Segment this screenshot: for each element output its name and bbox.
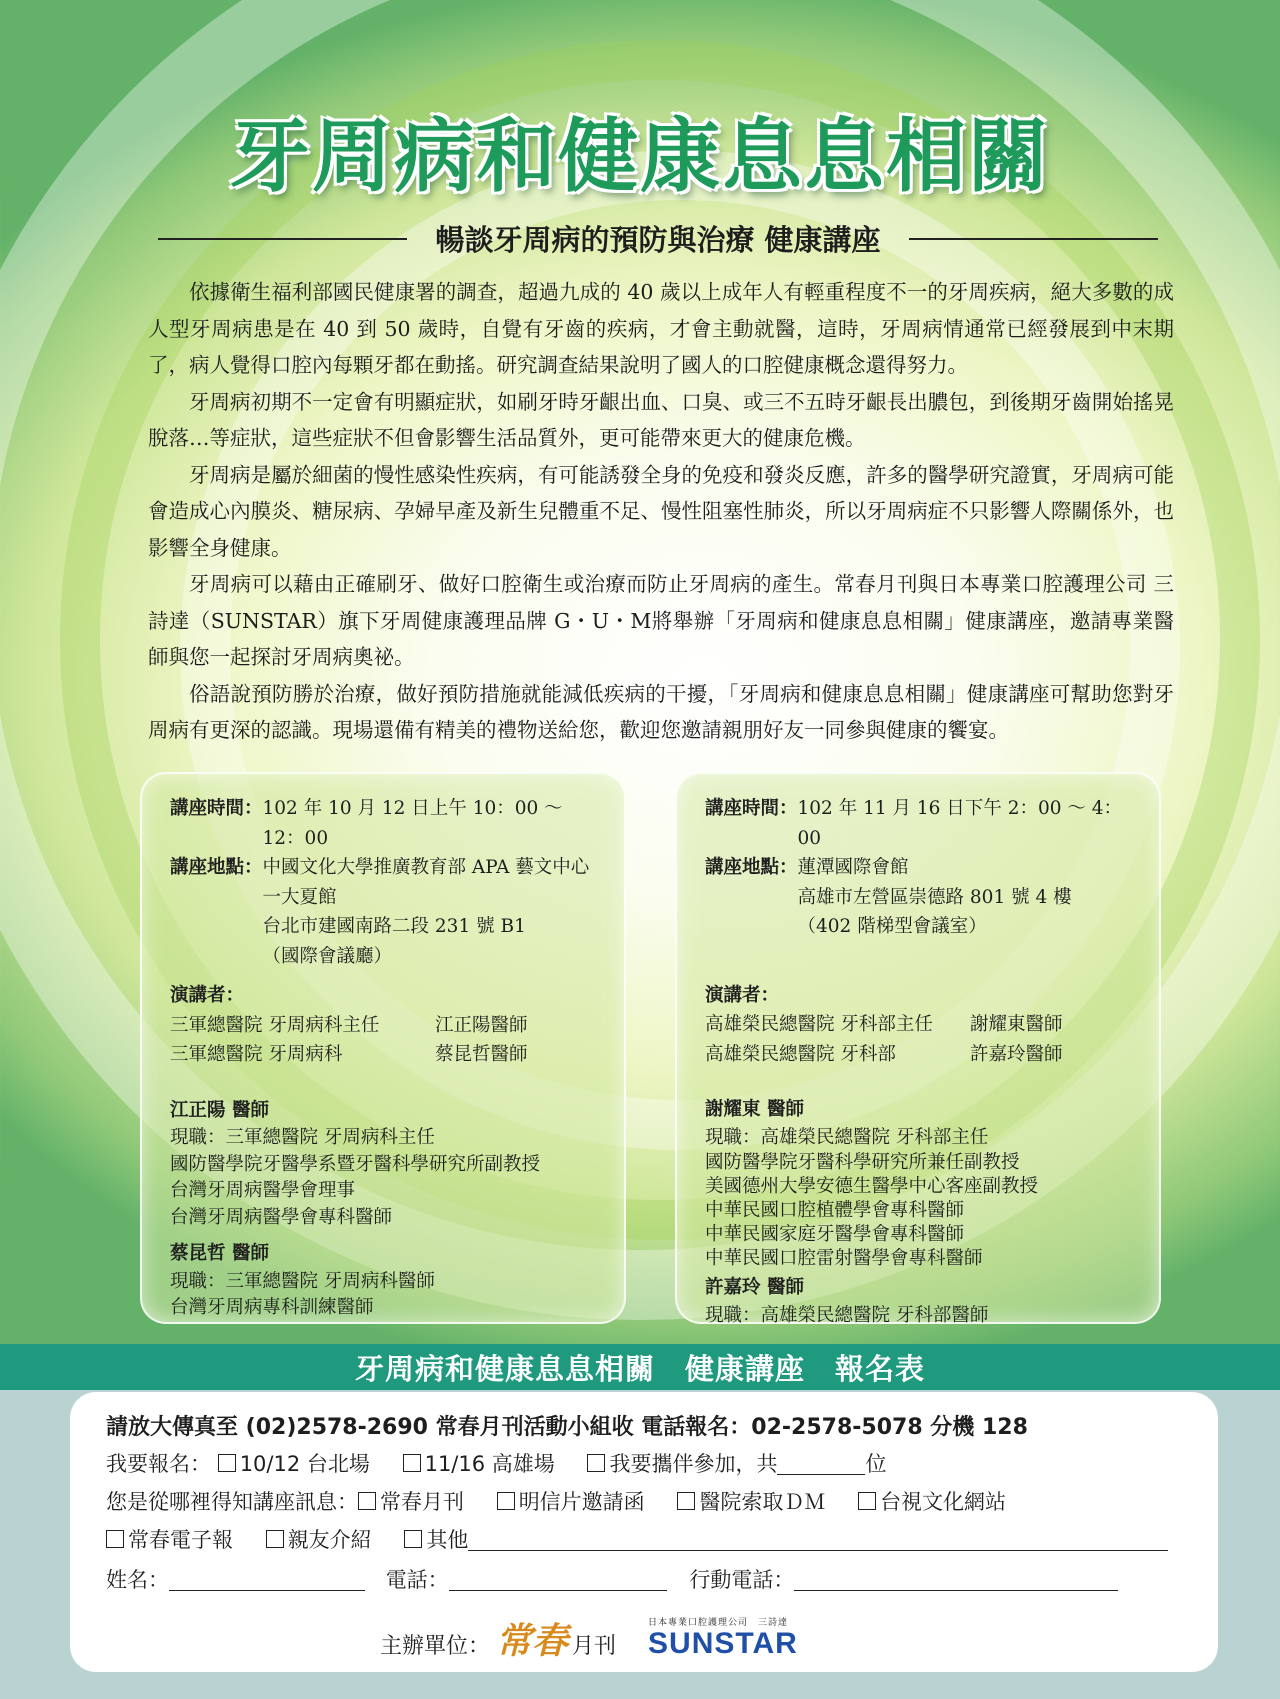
event-time-row [705,794,1137,853]
source-option-other[interactable] [404,1528,468,1552]
source-option[interactable] [497,1490,645,1514]
bio-line: 現職：三軍總醫院 牙周病科主任 [170,1127,435,1148]
bio-line: 現職：三軍總醫院 牙周病科醫師 [170,1270,435,1292]
source-option[interactable] [266,1528,372,1552]
event-venue-line: 台北市建國南路二段 231 號 B1 [262,916,526,937]
option-label: 10/12 台北場 [239,1452,370,1476]
checkbox[interactable] [404,1530,422,1548]
contact-row [106,1564,1118,1594]
option-label: 11/16 高雄場 [424,1452,555,1476]
event-venue-line: 高雄市左營區崇德路 801 號 4 樓 [797,886,1072,908]
sunstar-wordmark: SUNSTAR [648,1627,798,1660]
speaker-row [170,1040,602,1070]
event-card-kaohsiung [675,772,1161,1324]
bio-name: 許嘉玲 醫師 [705,1277,804,1298]
other-source-field[interactable] [468,1530,1168,1551]
article-paragraph: 牙周病初期不一定會有明顯症狀，如刷牙時牙齦出血、口臭、或三不五時牙齦長出膿包，到後期牙齒開始搖晃脫落…等症狀，這些症狀不但會影響生活品質外，更可能帶來更大的健康危機。 [148,389,1174,450]
article-body [148,274,1174,749]
mobile-label: 行動電話： [689,1568,795,1592]
sunstar-tagline: 日本專業口腔護理公司 三詩達 [648,1618,789,1628]
speaker-title: 高雄榮民總醫院 牙科部主任 [705,1014,933,1035]
option-label: 我要攜伴參加，共 [609,1452,778,1476]
article-paragraph: 俗語說預防勝於治療，做好預防措施就能減低疾病的干擾，「牙周病和健康息息相關」健康講座可幫助您對牙周病有更深的認識。現場還備有精美的禮物送給您，歡迎您邀請親朋好友一同參與健康的饗宴。 [148,681,1174,742]
divider [158,238,407,240]
bio-line: 國防醫學院牙醫學系暨牙醫科學研究所副教授 [170,1153,541,1175]
divider [909,238,1158,240]
speaker-row [705,1010,1137,1040]
speaker-title: 三軍總醫院 牙周病科 [170,1044,343,1065]
event-venue-row [705,853,1137,942]
event-time-label: 講座時間： [705,798,798,819]
bio-line: 國防醫學院牙醫科學研究所兼任副教授 [705,1152,1020,1173]
article-paragraph: 牙周病可以藉由正確刷牙、做好口腔衛生或治療而防止牙周病的產生。常春月刊與日本專業口腔護理公司 三詩達（SUNSTAR）旗下牙周健康護理品牌 G・U・M將舉辦「牙周病和健康息息相關」健康講座，邀請專業醫師與您一起探討牙周病奧祕。 [148,572,1174,669]
sunstar-logo [648,1615,798,1660]
page-subtitle: 暢談牙周病的預防與治療 健康講座 [435,223,881,257]
source-option[interactable] [858,1490,1006,1514]
checkbox[interactable] [106,1530,124,1548]
bio-line: 台灣牙周病專科訓練醫師 [170,1297,374,1318]
form-title-band [0,1344,1280,1390]
speaker-title: 三軍總醫院 牙周病科主任 [170,1014,380,1036]
name-field[interactable] [169,1570,365,1591]
speaker-row [170,1011,602,1041]
fax-instructions: 請放大傳真至 (02)2578-2690 常春月刊活動小組收 電話報名：02-2578-5078 分機 128 [106,1415,1028,1440]
bio-line: 美國德州大學安德生醫學中心客座副教授 [705,1176,1039,1197]
option-label: 常春電子報 [128,1528,233,1552]
source-row [106,1486,1006,1516]
event-time-label: 講座時間： [170,798,263,819]
speaker-title: 高雄榮民總醫院 牙科部 [705,1043,896,1065]
sponsor-label: 主辦單位： [380,1634,491,1659]
bio-line: 中華民國家庭牙醫學會專科醫師 [705,1224,965,1245]
event-time-row [170,794,602,853]
page-title: 牙周病和健康息息相關 [230,110,1050,203]
signup-row [106,1448,886,1478]
source-option[interactable] [106,1528,233,1552]
event-venue-line: （402 階梯型會議室） [797,916,987,937]
event-venue-line: 蓮潭國際會館 [797,857,909,878]
bio-name: 謝耀東 醫師 [705,1099,804,1120]
bio-name: 江正陽 醫師 [170,1099,269,1121]
event-venue-line: 中國文化大學推廣教育部 APA 藝文中心 [262,857,590,878]
source-option[interactable] [677,1490,825,1514]
sponsor-row [380,1615,798,1660]
checkbox[interactable] [677,1492,695,1510]
speaker-name: 蔡昆哲醫師 [435,1044,528,1065]
event-venue-label: 講座地點： [705,857,798,878]
option-label: 常春月刊 [380,1490,464,1514]
changchun-logo-suffix: 月刊 [572,1634,617,1659]
article-paragraph: 依據衛生福利部國民健康署的調查，超過九成的 40 歲以上成年人有輕重程度不一的牙周疾病，絕大多數的成人型牙周病患是在 40 到 50 歲時，自覺有牙齒的疾病，才會主動就醫，這時，牙周病情通常已經發展到中末期了，病人覺得口腔內每顆牙都在動搖。研究調查結果說明了國人的口腔健康概念還得努力。 [148,280,1174,377]
speakers-label: 演講者： [170,985,245,1006]
speaker-name: 許嘉玲醫師 [970,1043,1063,1065]
option-label: 台視文化網站 [880,1490,1007,1514]
phone-label: 電話： [385,1568,449,1592]
event-venue-row [170,853,602,971]
event-venue-line: 一大夏館 [262,886,337,908]
signup-label: 我要報名： [106,1452,211,1476]
companion-count-field[interactable] [777,1454,865,1475]
checkbox[interactable] [858,1492,876,1510]
option-label: 明信片邀請函 [518,1490,645,1514]
option-label: 親友介紹 [287,1528,372,1552]
checkbox[interactable] [587,1454,605,1472]
speakers-label: 演講者： [705,984,780,1006]
bio-line: 現職：高雄榮民總醫院 牙科部主任 [705,1126,989,1148]
checkbox[interactable] [266,1530,284,1548]
signup-option-companion[interactable] [587,1452,777,1476]
name-label: 姓名： [106,1568,169,1592]
bio-line: 中華民國口腔雷射醫學會專科醫師 [705,1248,983,1269]
signup-option-taipei[interactable] [218,1452,370,1476]
form-title: 牙周病和健康息息相關 健康講座 報名表 [354,1351,925,1386]
companion-unit: 位 [865,1452,887,1476]
bio-line: 中華民國口腔植體學會專科醫師 [705,1200,965,1221]
source-option[interactable] [358,1490,464,1514]
checkbox[interactable] [403,1454,421,1472]
bio-line: 台灣牙周病醫學會專科醫師 [170,1206,393,1228]
checkbox[interactable] [218,1454,236,1472]
subtitle-row [158,218,1158,259]
checkbox[interactable] [358,1492,376,1510]
speaker-row [705,1040,1137,1070]
option-label: 醫院索取ＤＭ [699,1490,826,1514]
source-row-2 [106,1524,1168,1554]
mobile-field[interactable] [794,1570,1118,1591]
event-venue-line: （國際會議廳） [262,945,393,967]
source-label: 您是從哪裡得知講座訊息： [106,1490,358,1514]
event-venue-label: 講座地點： [170,857,263,878]
speaker-name: 江正陽醫師 [435,1014,528,1036]
signup-option-kaohsiung[interactable] [403,1452,555,1476]
checkbox[interactable] [497,1492,515,1510]
bio-name: 蔡昆哲 醫師 [170,1243,269,1264]
speaker-name: 謝耀東醫師 [970,1014,1063,1035]
bio-line: 現職：高雄榮民總醫院 牙科部醫師 [705,1304,989,1326]
event-time: 102 年 10 月 12 日上午 10：00 ～ 12：00 [262,798,563,849]
event-card-taipei [140,772,626,1324]
changchun-logo: 常春 [496,1620,569,1662]
bio-line: 台灣牙周病醫學會理事 [170,1180,356,1201]
option-label: 其他 [426,1528,469,1552]
event-time: 102 年 11 月 16 日下午 2：00 ～ 4：00 [797,798,1123,849]
phone-field[interactable] [449,1570,667,1591]
article-paragraph: 牙周病是屬於細菌的慢性感染性疾病，有可能誘發全身的免疫和發炎反應，許多的醫學研究證實，牙周病可能會造成心內膜炎、糖尿病、孕婦早產及新生兒體重不足、慢性阻塞性肺炎，所以牙周病症不只影響人際關係外，也影響全身健康。 [148,462,1174,560]
